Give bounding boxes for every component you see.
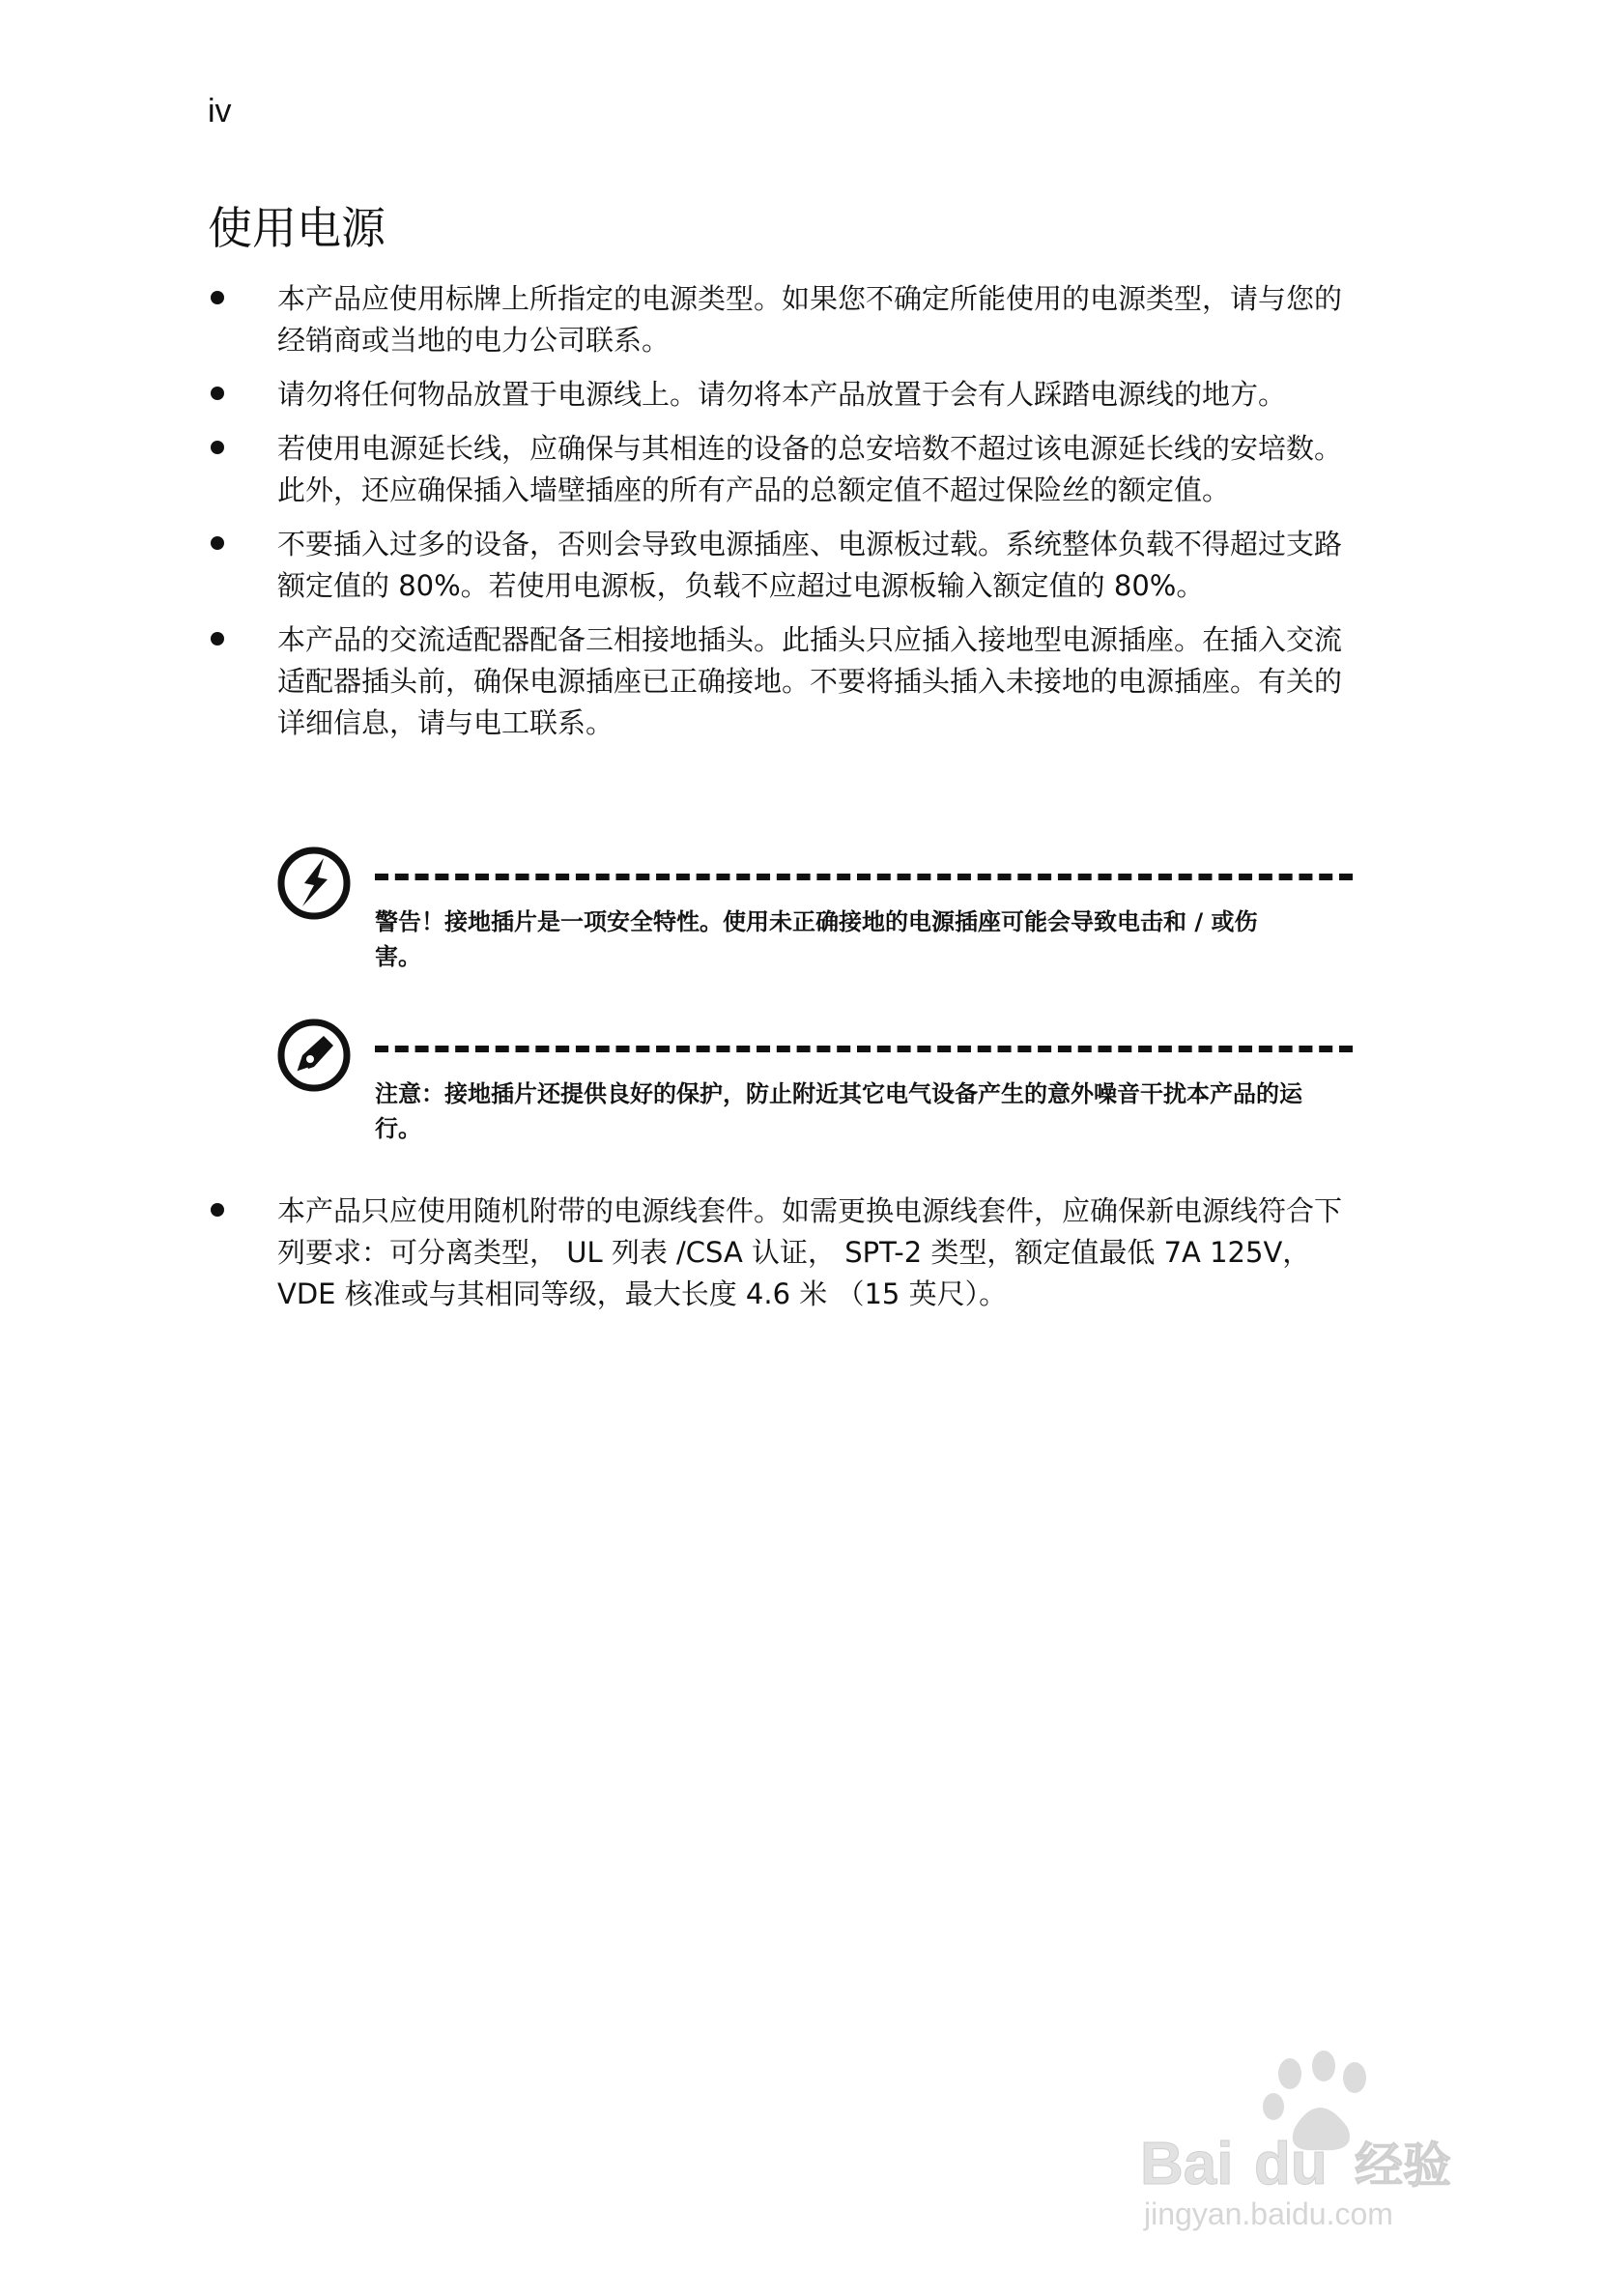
list-item-text: 本产品应使用标牌上所指定的电源类型。如果您不确定所能使用的电源类型，请与您的经销商或当地的电力公司联系。 [277,282,1343,357]
divider [375,1046,1353,1052]
section-title: 使用电源 [208,202,386,254]
svg-text:Bai: Bai [1140,2131,1234,2197]
list-item [208,428,1348,511]
list-item [208,524,1348,607]
baidu-watermark-logo [1130,2039,1498,2232]
bullet-dot [211,387,224,400]
page-number: iv [208,93,232,129]
bullet-dot [211,441,224,454]
bullet-dot [211,1203,224,1217]
note-text: 注意：接地插片还提供良好的保护，防止附近其它电气设备产生的意外噪音干扰本产品的运行。 [375,1080,1302,1142]
svg-text:du: du [1254,2131,1328,2197]
bullet-dot [211,291,224,304]
list-item-text: 若使用电源延长线，应确保与其相连的设备的总安培数不超过该电源延长线的安培数。此外，还应确保插入墙壁插座的所有产品的总额定值不超过保险丝的额定值。 [277,432,1343,506]
svg-text:经验: 经验 [1355,2138,1451,2194]
list-item [208,1191,1348,1315]
list-item-text: 请勿将任何物品放置于电源线上。请勿将本产品放置于会有人踩踏电源线的地方。 [277,378,1287,411]
bullet-dot [211,536,224,550]
note-pen-icon [275,1017,353,1094]
warning-text: 警告！接地插片是一项安全特性。使用未正确接地的电源插座可能会导致电击和 / 或伤害。 [375,908,1258,970]
list-item-text: 本产品只应使用随机附带的电源线套件。如需更换电源线套件，应确保新电源线符合下列要求：可分离类型， UL 列表 /CSA 认证， SPT-2 类型，额定值最低 7A 125V， VDE 核准或与其相同等级，最大长度 4.6 米 （15 英尺）。 [277,1194,1343,1310]
bullet-list [208,1191,1348,1328]
list-item-text: 不要插入过多的设备，否则会导致电源插座、电源板过载。系统整体负载不得超过支路额定值的 80%。若使用电源板，负载不应超过电源板输入额定值的 80%。 [277,528,1343,602]
divider [375,874,1353,880]
warning-bolt-icon [275,845,353,922]
bullet-list [208,278,1348,757]
list-item [208,619,1348,744]
list-item-text: 本产品的交流适配器配备三相接地插头。此插头只应插入接地型电源插座。在插入交流适配器插头前，确保电源插座已正确接地。不要将插头插入未接地的电源插座。有关的详细信息，请与电工联系。 [277,623,1343,739]
list-item [208,278,1348,361]
svg-text:jingyan.baidu.com: jingyan.baidu.com [1144,2196,1393,2231]
list-item [208,374,1348,416]
bullet-dot [211,632,224,646]
